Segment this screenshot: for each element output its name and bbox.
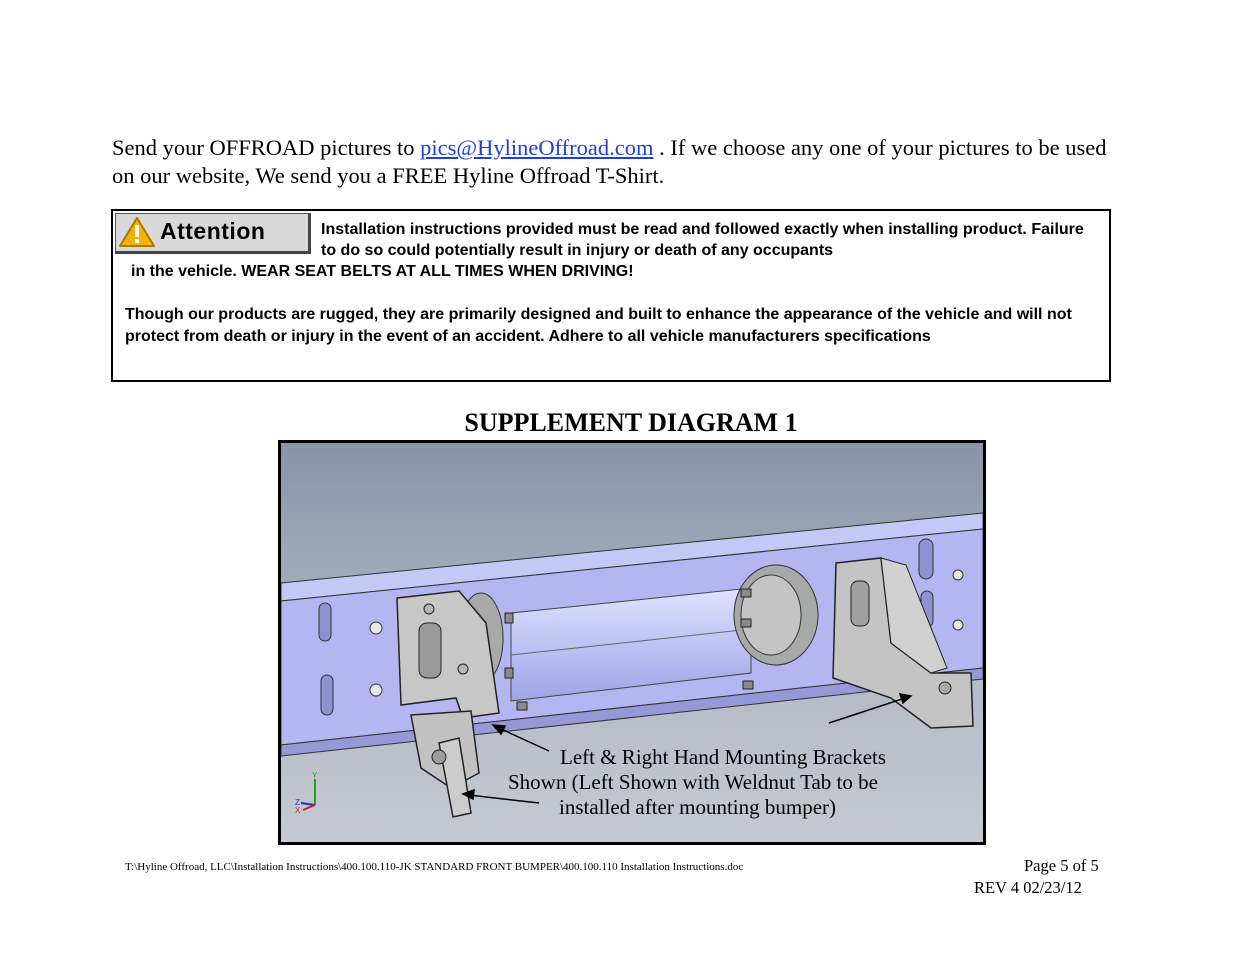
attention-box	[111, 209, 1111, 382]
footer-file-path: T:\Hyline Offroad, LLC\Installation Instructions\400.100.110-JK STANDARD FRONT BUMPER\400.100.110 Installation Instructions.doc	[125, 861, 744, 873]
warning-triangle-icon	[118, 216, 156, 248]
footer-revision: REV 4 02/23/12	[974, 878, 1082, 897]
axis-z-label: Z	[295, 798, 300, 807]
axis-y-label: Y	[312, 771, 318, 780]
attention-line-1: Installation instructions provided must be read and followed exactly when installing product. Failure to do so could potentially result in injury or death of any occupants	[321, 221, 1084, 259]
axis-x-label: X	[295, 806, 301, 815]
attention-paragraph-2: Though our products are rugged, they are primarily designed and built to enhance the appearance of the vehicle and will not protect from death or injury in the event of an accident. Adhere to all vehicle manufacturers specifications	[125, 306, 1072, 345]
intro-text-before: Send your OFFROAD pictures to	[112, 135, 421, 160]
diagram-title: SUPPLEMENT DIAGRAM 1	[464, 408, 798, 437]
footer-page-number: Page 5 of 5	[1024, 856, 1099, 875]
attention-badge	[115, 213, 311, 254]
email-link[interactable]: pics@HylineOffroad.com	[420, 135, 654, 160]
intro-paragraph	[112, 134, 1122, 190]
attention-line-2: in the vehicle. WEAR SEAT BELTS AT ALL TIMES WHEN DRIVING!	[131, 263, 634, 280]
intro-text-after: . If we choose any one of your pictures to be used on our website, We send you a FREE Hyline Offroad T-Shirt.	[112, 135, 1107, 188]
attention-label: Attention	[160, 218, 266, 244]
diagram-callout-line-2: Shown (Left Shown with Weldnut Tab to be	[508, 770, 878, 794]
diagram-callout-line-1: Left & Right Hand Mounting Brackets	[560, 745, 887, 769]
supplement-diagram	[278, 440, 986, 845]
diagram-callout-line-3: installed after mounting bumper)	[559, 795, 837, 819]
